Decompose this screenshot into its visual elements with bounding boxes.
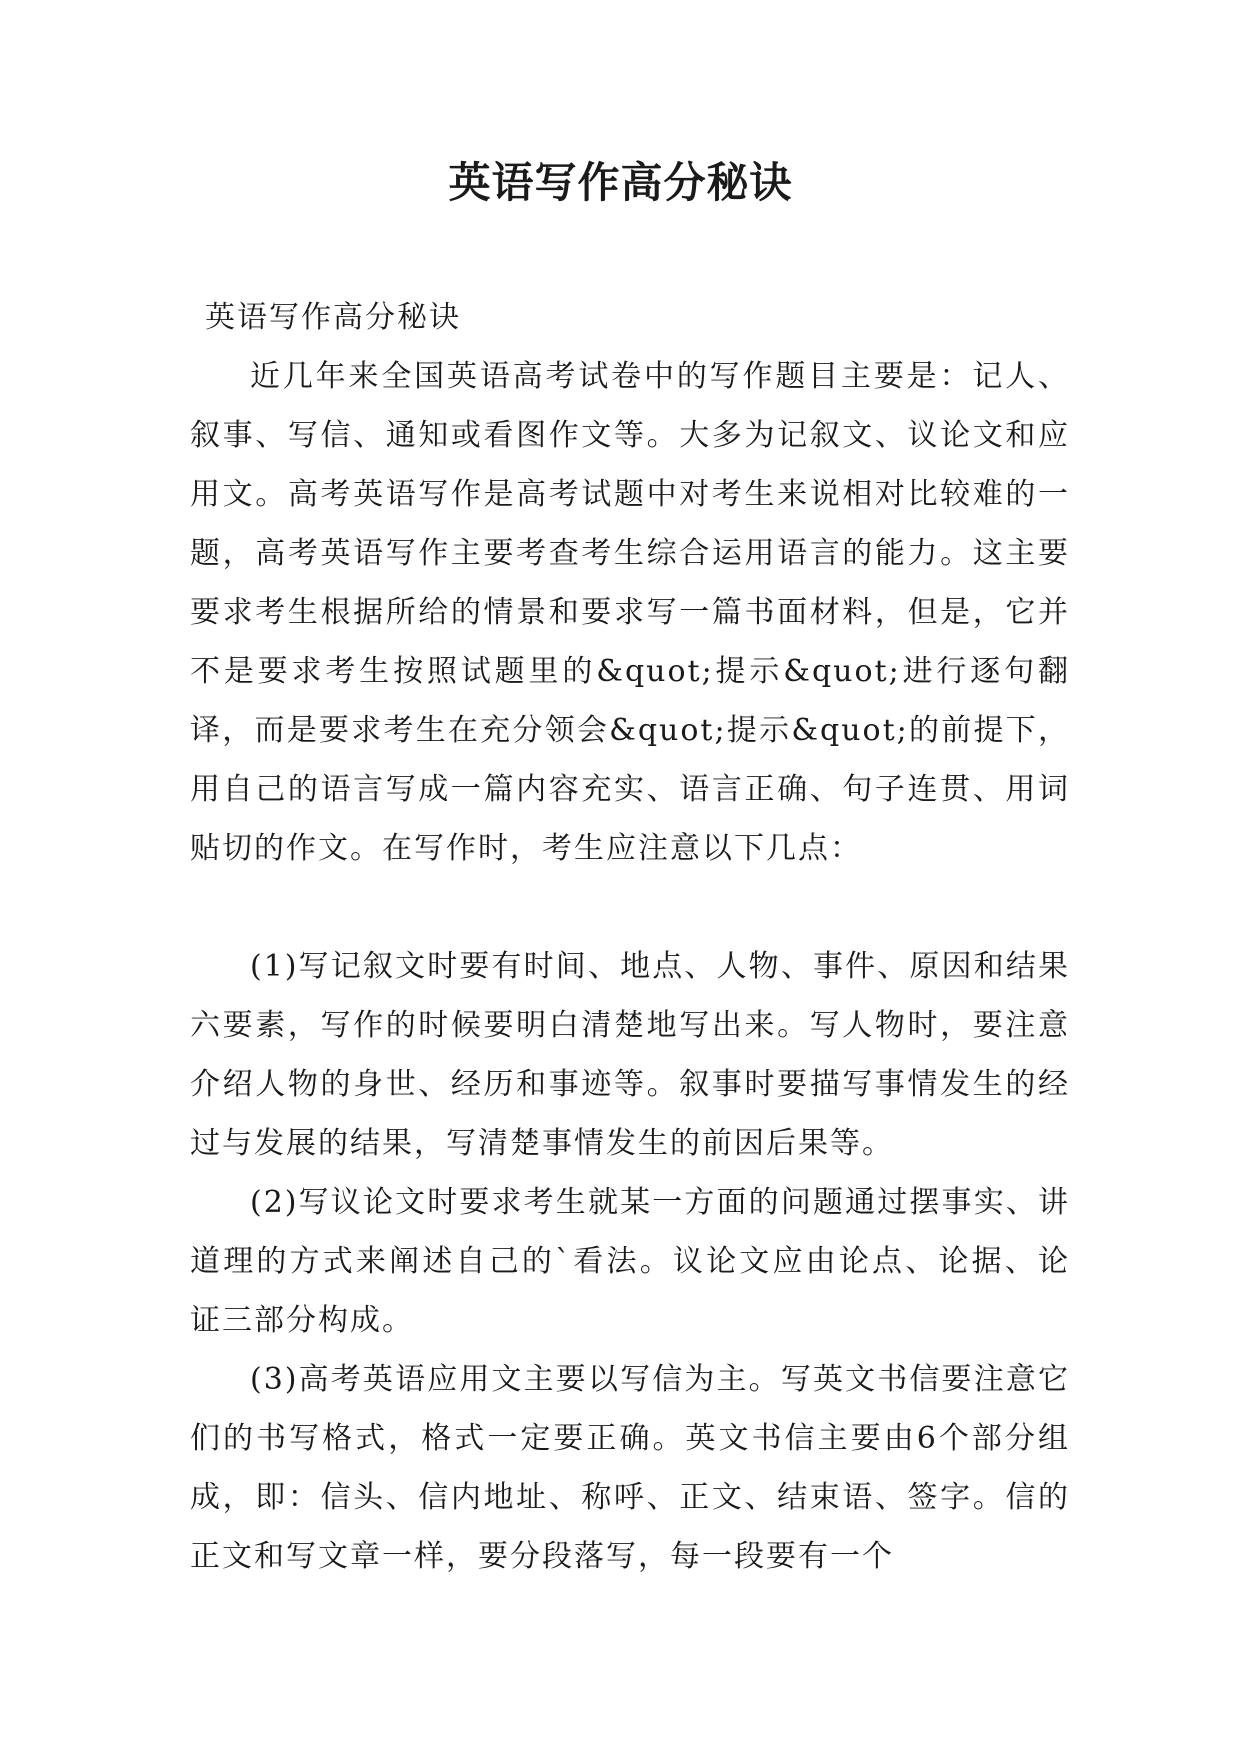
intro-paragraph: 近几年来全国英语高考试卷中的写作题目主要是：记人、叙事、写信、通知或看图作文等。大多为记叙文、议论文和应用文。高考英语写作是高考试题中对考生来说相对比较难的一题，高考英语写作主要考查考生综合运用语言的能力。这主要要求考生根据所给的情景和要求写一篇书面材料，但是，它并不是要求考生按照试题里的&quot;提示&quot;进行逐句翻译，而是要求考生在充分领会&quot;提示&quot;的前提下，用自己的语言写成一篇内容充实、语言正确、句子连贯、用词贴切的作文。在写作时，考生应注意以下几点： bbox=[190, 359, 1070, 866]
point-paragraph-1: (1)写记叙文时要有时间、地点、人物、事件、原因和结果六要素，写作的时候要明白清楚地写出来。写人物时，要注意介绍人物的身世、经历和事迹等。叙事时要描写事情发生的经过与发展的结果，写清楚事情发生的前因后果等。 bbox=[190, 949, 1070, 1161]
point-paragraph-2: (2)写议论文时要求考生就某一方面的问题通过摆事实、讲道理的方式来阐述自己的`看法。议论文应由论点、论据、论证三部分构成。 bbox=[190, 1185, 1070, 1338]
point-paragraph-3: (3)高考英语应用文主要以写信为主。写英文书信要注意它们的书写格式，格式一定要正确。英文书信主要由6个部分组成，即：信头、信内地址、称呼、正文、结束语、签字。信的正文和写文章一样，要分段落写，每一段要有一个 bbox=[190, 1362, 1070, 1574]
paragraph-spacer bbox=[190, 878, 1070, 937]
document-subtitle: 英语写作高分秘诀 bbox=[205, 300, 461, 335]
document-body bbox=[190, 288, 1070, 1586]
document-title: 英语写作高分秘诀 bbox=[448, 158, 793, 207]
